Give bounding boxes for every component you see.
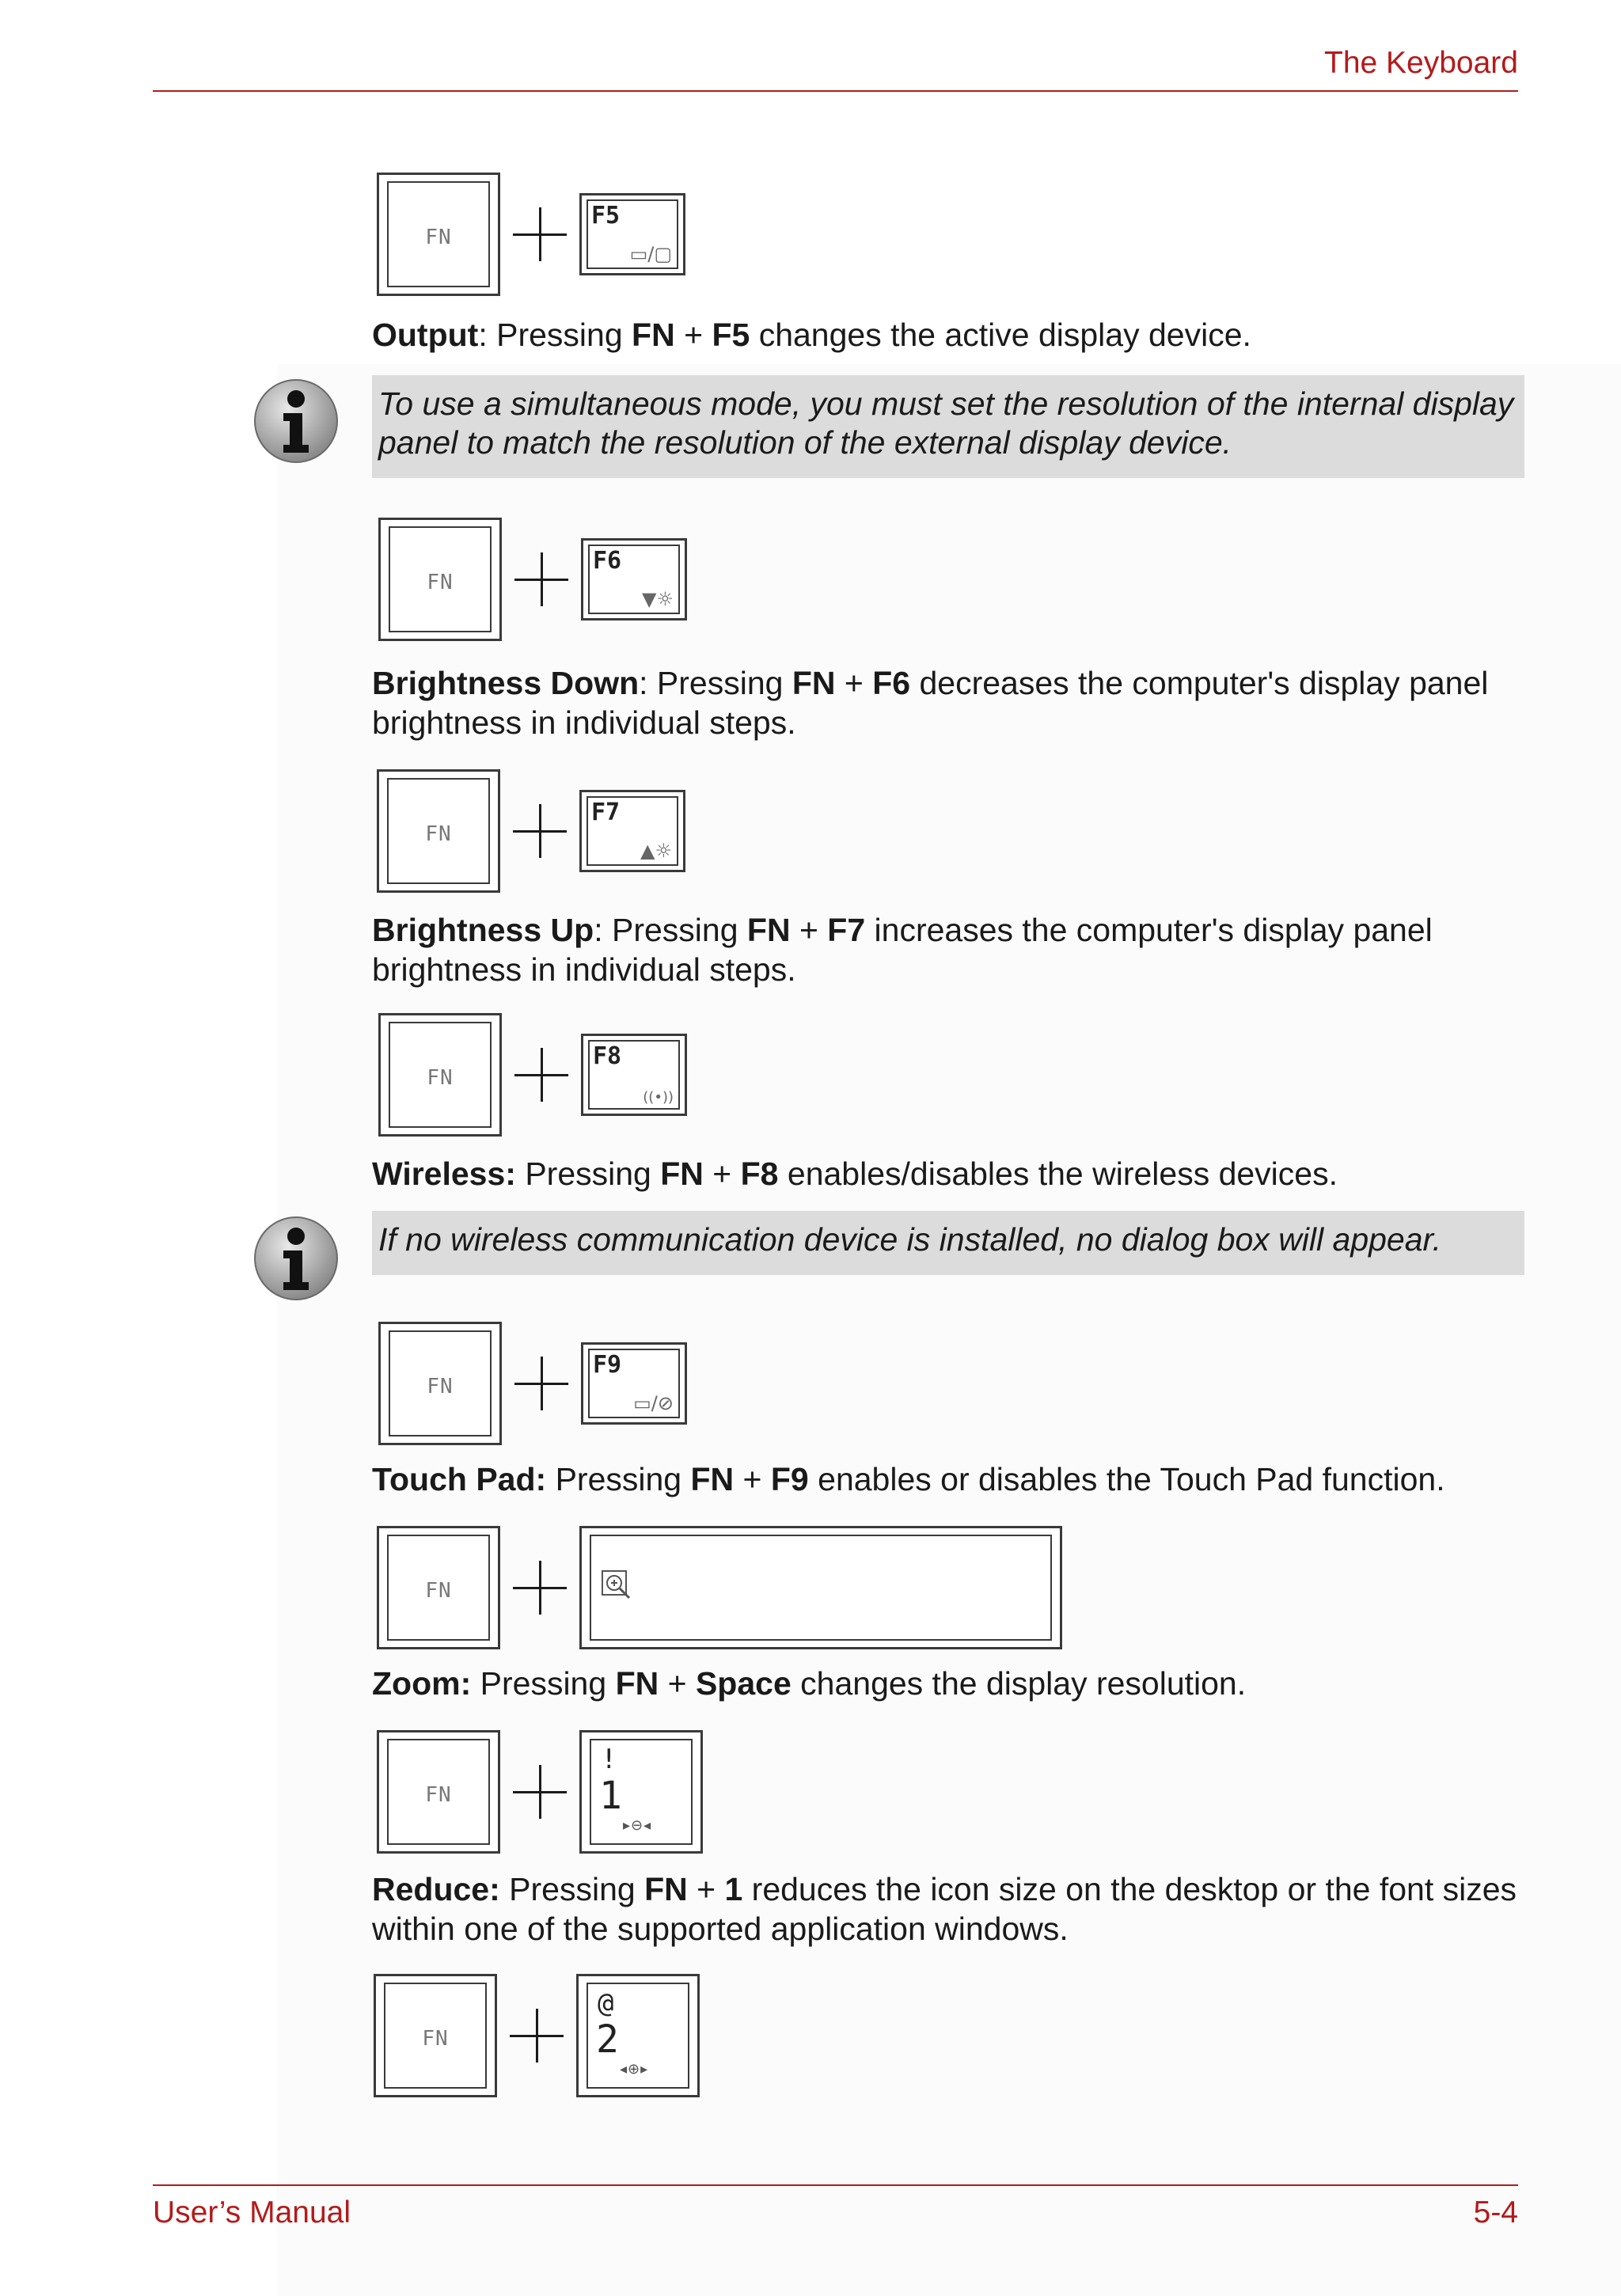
fn-key: FN	[378, 1322, 502, 1445]
header-rule	[153, 90, 1518, 92]
running-title: The Keyboard	[1324, 46, 1518, 80]
key-combo-fn-f8	[378, 1013, 687, 1137]
plus-icon	[511, 549, 571, 609]
fn-key: FN	[377, 769, 500, 893]
plus-icon	[510, 1558, 570, 1618]
fn-key: FN	[377, 1526, 500, 1649]
f7-key: F7 ▲☼	[579, 790, 685, 872]
info-icon	[252, 377, 340, 465]
plus-icon	[510, 1762, 570, 1822]
key-combo-fn-f7	[377, 769, 685, 893]
two-key: @ 2 ◂⊕▸	[576, 1974, 700, 2097]
brightness-up-icon: ▲☼	[640, 840, 672, 862]
note-wireless: If no wireless communication device is installed, no dialog box will appear.	[372, 1211, 1524, 1275]
f8-key: F8 ((•))	[581, 1034, 687, 1116]
fn-key: FN	[377, 1730, 500, 1854]
f6-key: F6 ▼☼	[581, 538, 687, 620]
zoom-in-icon: ◂⊕▸	[620, 2061, 649, 2077]
plus-icon	[507, 2006, 567, 2066]
footer-rule	[153, 2184, 1518, 2186]
key-combo-fn-1	[377, 1730, 703, 1854]
fn-key: FN	[378, 518, 502, 641]
info-icon	[252, 1214, 340, 1303]
f5-key: F5 ▭/▢	[579, 193, 685, 275]
zoom-description: Zoom: Pressing FN + Space changes the display resolution.	[372, 1665, 1247, 1702]
key-combo-fn-f9	[378, 1322, 687, 1445]
footer-manual-title: User’s Manual	[153, 2195, 351, 2230]
f9-key: F9 ▭/⊘	[581, 1342, 687, 1425]
brightness-up-description: Brightness Up: Pressing FN + F7 increases the computer's display panel brightness in individual steps.	[372, 912, 1433, 988]
fn-key: FN	[377, 173, 500, 296]
plus-icon	[511, 1045, 571, 1105]
page-number: 5-4	[1473, 2195, 1518, 2230]
key-combo-fn-f6	[378, 518, 687, 641]
brightness-down-icon: ▼☼	[642, 588, 674, 610]
key-combo-fn-space	[377, 1526, 1062, 1649]
fn-key: FN	[374, 1974, 497, 2097]
plus-icon	[511, 1353, 571, 1414]
fn-key: FN	[378, 1013, 502, 1137]
wireless-icon: ((•))	[643, 1089, 674, 1106]
zoom-out-icon: ▸⊖◂	[623, 1817, 652, 1833]
reduce-description: Reduce: Pressing FN + 1 reduces the icon size on the desktop or the font sizes within one of the supported application windows.	[372, 1871, 1517, 1947]
touchpad-toggle-icon: ▭/⊘	[633, 1392, 674, 1414]
plus-icon	[510, 204, 570, 264]
space-key	[579, 1526, 1062, 1649]
magnifier-icon	[601, 1569, 632, 1601]
note-simultaneous-mode: To use a simultaneous mode, you must set the resolution of the internal display panel to match the resolution of the external display device.	[372, 375, 1524, 478]
plus-icon	[510, 801, 570, 861]
output-description: Output: Pressing FN + F5 changes the active display device.	[372, 317, 1251, 353]
brightness-down-description: Brightness Down: Pressing FN + F6 decreases the computer's display panel brightness in individual steps.	[372, 665, 1489, 741]
one-key: ! 1 ▸⊖◂	[579, 1730, 703, 1854]
touchpad-description: Touch Pad: Pressing FN + F9 enables or disables the Touch Pad function.	[372, 1461, 1445, 1497]
key-combo-fn-2	[374, 1974, 700, 2097]
key-combo-fn-f5	[377, 173, 685, 296]
wireless-description: Wireless: Pressing FN + F8 enables/disables the wireless devices.	[372, 1156, 1338, 1192]
display-toggle-icon: ▭/▢	[629, 243, 672, 265]
